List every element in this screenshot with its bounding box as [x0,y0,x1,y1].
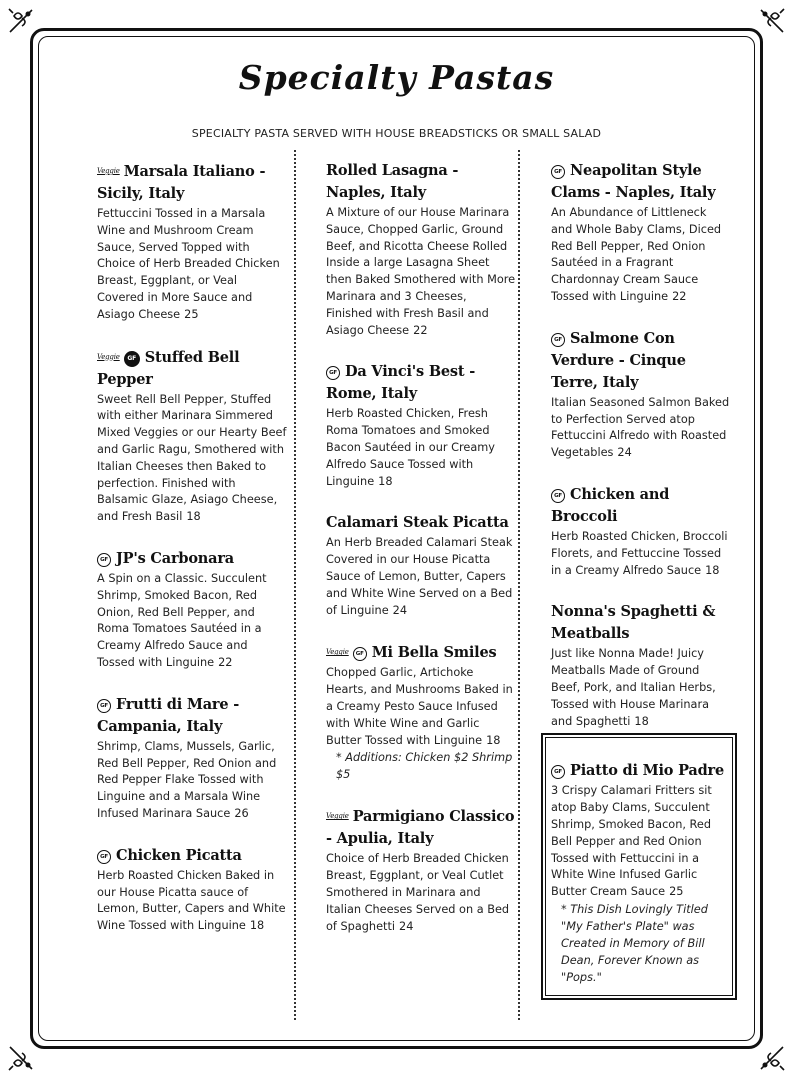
menu-item [326,361,516,490]
item-description: An Herb Breaded Calamari Steak Covered in our House Picatta Sauce of Lemon, Butter, Capers and White Wine Served on a Bed of Linguine 24 [326,536,513,617]
item-price: 18 [249,919,265,933]
menu-item [326,641,516,783]
item-price: 18 [186,510,201,524]
veggie-badge: Veggie [97,352,120,361]
item-description: Shrimp, Clams, Mussels, Garlic, Red Bell Pepper, Red Onion and Red Pepper Flake Tossed with Linguine and a Marsala Wine Infused Marinara Sauce 26 [97,739,277,820]
menu-item [551,484,731,579]
item-description: 3 Crispy Calamari Fritters sit atop Baby Clams, Succulent Shrimp, Smoked Bacon, Red Bell Pepper and Red Onion Tossed with Fettuccini in a White Wine Infused Garlic Butter Cream Sauce 25 [551,784,712,899]
item-description: Chopped Garlic, Artichoke Hearts, and Mushrooms Baked in a Creamy Pesto Sauce Infused with White Wine and Garlic Butter Tossed with Linguine 18 [326,666,513,747]
item-price: 24 [399,919,414,933]
column-divider [294,150,296,1020]
item-name: $^{Veggie}$ GF Stuffed Bell Pepper [97,348,240,388]
item-name: GF Chicken and Broccoli [551,485,670,525]
menu-item [97,346,287,526]
gluten-free-badge: GF [326,366,340,380]
item-price: 18 [705,563,720,577]
gluten-free-badge: GF [97,850,111,864]
item-name: GF Piatto di Mio Padre [551,760,731,782]
menu-item [97,845,287,935]
flourish-icon [757,1043,787,1073]
item-description: An Abundance of Littleneck and Whole Baby Clams, Diced Red Bell Pepper, Red Onion Sautéed in a Fragrant Chardonnay Cream Sauce Tossed with Linguine 22 [551,206,722,303]
column-divider [518,150,520,1020]
menu-item [326,805,516,935]
item-description: Sweet Rell Bell Pepper, Stuffed with either Marinara Simmered Mixed Veggies or our Hearty Beef and Garlic Ragu, Smothered with Italian Cheeses then Baked to perfection. Finished with Balsamic Glaze, Asiago Cheese, and Fresh Basil 18 [97,392,287,524]
item-name: Calamari Steak Picatta [326,514,509,532]
flourish-icon [757,6,787,36]
item-description: Herb Roasted Chicken Baked in our House Picatta sauce of Lemon, Butter, Capers and White Wine Tossed with Linguine 18 [97,868,286,933]
item-name: Rolled Lasagna - Naples, Italy [326,162,459,201]
item-name: $^{Veggie}$ Marsala Italiano - Sicily, Italy [97,163,266,202]
item-price: 26 [234,806,249,820]
page-title: Specialty Pastas [238,58,555,97]
menu-item [551,160,731,306]
flourish-icon [6,6,36,36]
gluten-free-badge: GF [97,699,111,713]
item-price: 18 [486,733,501,747]
item-note: * This Dish Lovingly Titled "My Father's Plate" was Created in Memory of Bill Dean, Forever Known as "Pops." [561,902,708,984]
item-price: 18 [634,714,649,728]
item-description: Italian Seasoned Salmon Baked to Perfection Served atop Fettuccini Alfredo with Roasted Vegetables 24 [551,395,730,460]
item-price: 18 [378,474,393,488]
item-description: Just like Nonna Made! Juicy Meatballs Made of Ground Beef, Pork, and Italian Herbs, Tossed with House Marinara and Spaghetti 18 [551,647,716,728]
menu-column-1 [97,160,287,957]
gluten-free-badge: GF [551,333,565,347]
item-description: A Spin on a Classic. Succulent Shrimp, Smoked Bacon, Red Onion, Red Bell Pepper, and Roma Tomatoes Sautéed in a Creamy Alfredo Sauce and Tossed with Linguine 22 [97,571,267,669]
menu-item [326,512,516,619]
gluten-free-badge: GF [551,765,565,779]
item-name: GF Frutti di Mare - Campania, Italy [97,695,240,735]
item-description: Herb Roasted Chicken, Fresh Roma Tomatoes and Smoked Bacon Sautéed in our Creamy Alfredo Sauce Tossed with Linguine 18 [326,407,495,488]
item-price: 24 [617,446,632,460]
gluten-free-badge: GF [124,351,140,367]
item-name: Nonna's Spaghetti & Meatballs [551,603,716,643]
menu-column-2 [326,160,516,957]
item-description: Herb Roasted Chicken, Broccoli Florets, and Fettuccine Tossed in a Creamy Alfredo Sauce 18 [551,529,728,577]
item-description: Fettuccini Tossed in a Marsala Wine and Mushroom Cream Sauce, Served Topped with Choice of Herb Breaded Chicken Breast, Eggplant, or Veal Covered in More Sauce and Asiago Cheese 25 [97,207,280,321]
veggie-badge: Veggie [326,812,349,821]
item-name: GF Da Vinci's Best - Rome, Italy [326,363,476,403]
item-note: * Additions: Chicken $2 Shrimp $5 [336,751,513,782]
menu-item [97,694,287,823]
item-price: 22 [672,289,687,303]
item-price: 22 [413,323,428,337]
item-description: Choice of Herb Breaded Chicken Breast, Eggplant, or Veal Cutlet Smothered in Marinara and Italian Cheeses Served on a Bed of Spaghetti 24 [326,852,510,933]
item-name: GF Chicken Picatta [97,845,287,867]
menu-item [551,601,731,730]
item-price: 24 [392,603,408,617]
item-name: GF JP's Carbonara [97,548,287,570]
gluten-free-badge: GF [551,489,565,503]
veggie-badge: Veggie [97,167,120,175]
gluten-free-badge: GF [353,647,367,661]
flourish-icon [6,1043,36,1073]
item-name: $^{Veggie}$ GF Mi Bella Smiles [326,644,497,662]
menu-item [97,160,287,324]
gluten-free-badge: GF [97,553,111,567]
veggie-badge: Veggie [326,648,349,657]
item-description: A Mixture of our House Marinara Sauce, Chopped Garlic, Ground Beef, and Ricotta Cheese Rolled Inside a large Lasagna Sheet then Baked Smothered with More Marinara and 3 Cheeses, Finished with Fresh Basil and Asiago Cheese 22 [326,206,516,337]
menu-item [326,160,516,339]
page-subtitle: SPECIALTY PASTA SERVED WITH HOUSE BREADSTICKS OR SMALL SALAD [191,127,602,140]
menu-item [551,328,731,462]
item-price: 25 [669,885,684,899]
menu-column-3 [551,160,731,1008]
item-price: 25 [184,307,199,321]
gluten-free-badge: GF [551,165,565,179]
menu-item-featured [551,760,731,986]
menu-item [97,548,287,672]
item-name: GF Neapolitan Style Clams - Naples, Italy [551,162,716,201]
item-name: GF Salmone Con Verdure - Cinque Terre, Italy [551,329,686,391]
item-name: $^{Veggie}$ Parmigiano Classico - Apulia, Italy [326,808,515,848]
item-price: 22 [218,655,233,669]
